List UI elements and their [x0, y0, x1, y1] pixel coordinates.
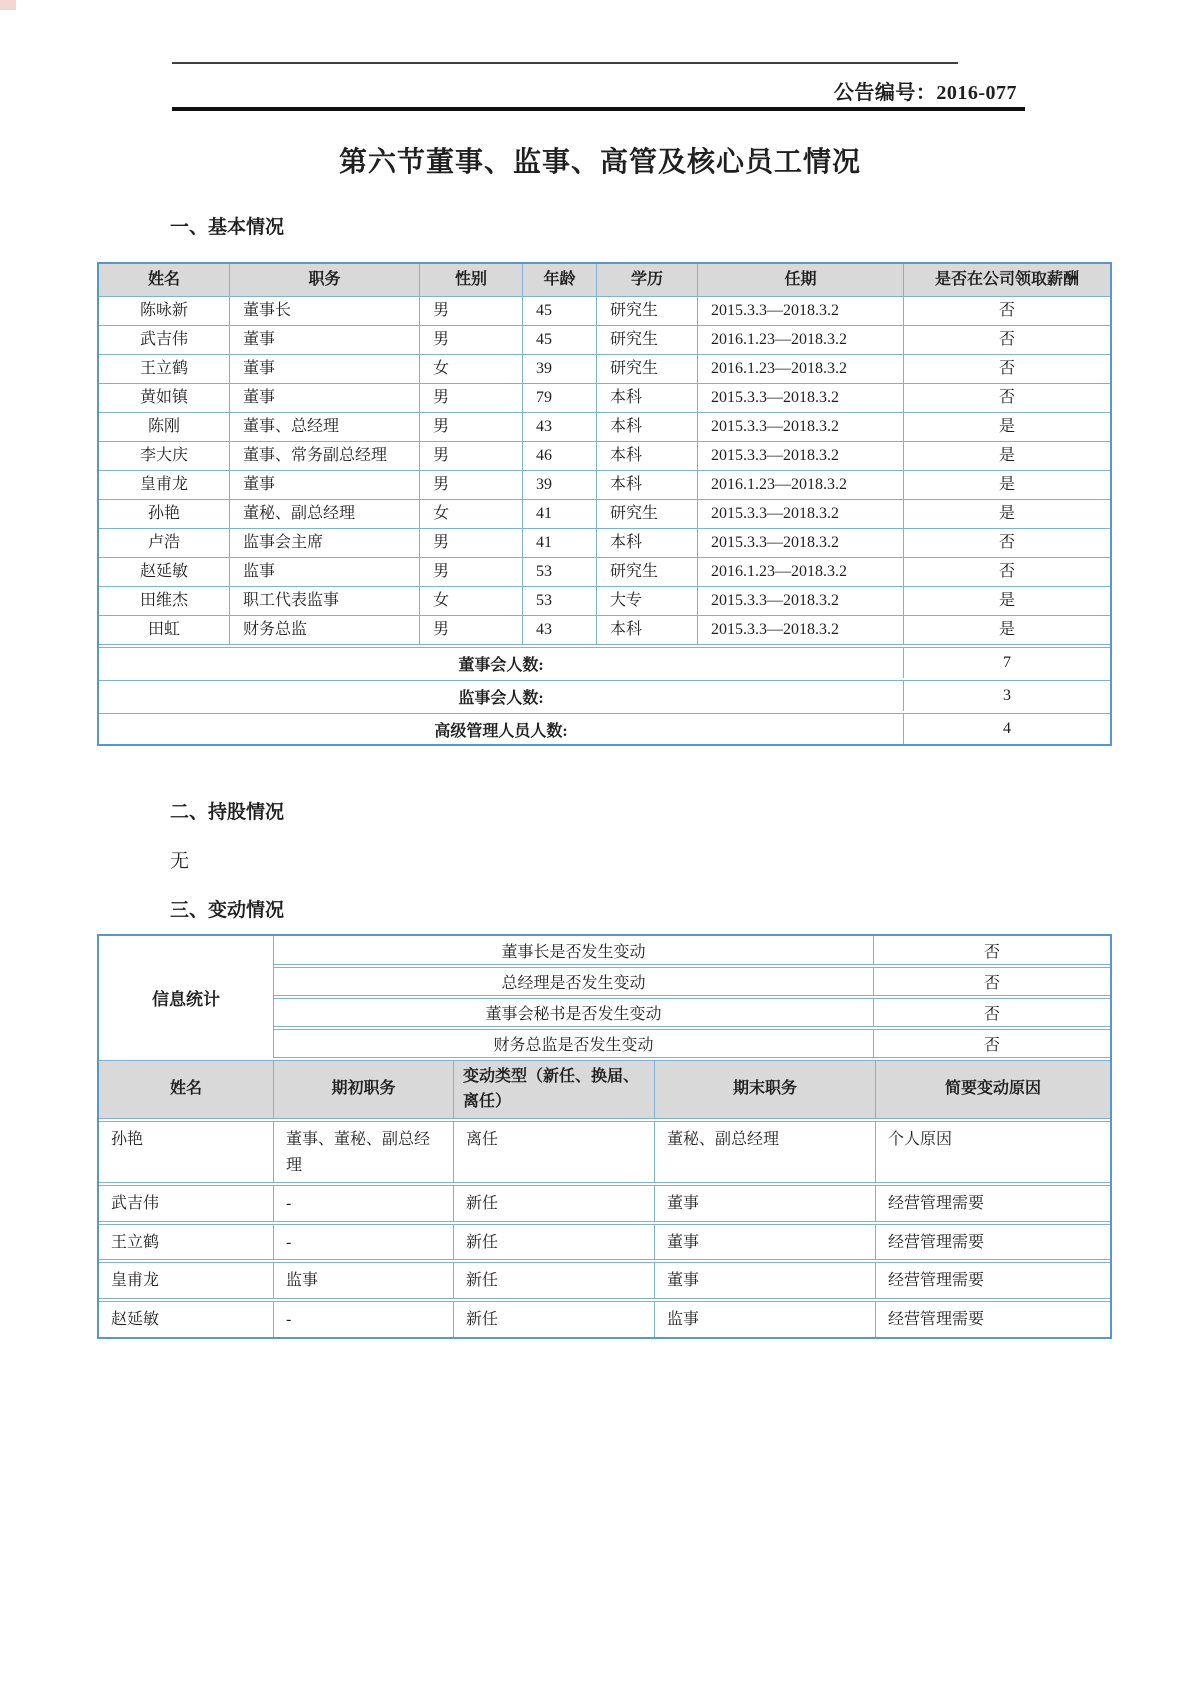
table-cell: 职工代表监事 [230, 587, 420, 616]
table-cell: 46 [523, 442, 597, 471]
table-cell: 经营管理需要 [875, 1302, 1110, 1337]
table-cell: 女 [420, 500, 523, 529]
basic-info-table [97, 262, 1112, 746]
col-header-name: 姓名 [169, 1080, 202, 1098]
table-cell: 否 [904, 529, 1110, 558]
table-cell: 研究生 [597, 355, 698, 384]
table-cell: 本科 [597, 442, 698, 471]
table-row [99, 1301, 1110, 1337]
table-cell: 黄如镇 [99, 384, 230, 413]
table-cell: 否 [904, 297, 1110, 326]
table-cell: 41 [523, 529, 597, 558]
basic-info-grid [99, 264, 1110, 645]
table-cell: 监事 [230, 558, 420, 587]
table-cell: 董事、董秘、副总经理 [273, 1122, 453, 1182]
table-cell: 本科 [597, 413, 698, 442]
section-heading-basic: 一、基本情况 [170, 217, 285, 238]
table-cell: 2015.3.3—2018.3.2 [698, 616, 904, 645]
table-cell: 赵延敏 [99, 558, 230, 587]
col-header-term: 任期 [698, 264, 904, 297]
table-cell: 79 [523, 384, 597, 413]
table-cell: 董事长 [230, 297, 420, 326]
table-cell: 2015.3.3—2018.3.2 [698, 587, 904, 616]
table-cell: 2016.1.23—2018.3.2 [698, 326, 904, 355]
changes-header-row [99, 1060, 1110, 1119]
table-cell: 董事 [654, 1263, 875, 1298]
col-header-age: 年龄 [523, 264, 597, 297]
table-cell: 离任 [453, 1122, 654, 1182]
table-cell: 财务总监 [230, 616, 420, 645]
table-cell: 2015.3.3—2018.3.2 [698, 384, 904, 413]
table-cell: 董事、总经理 [230, 413, 420, 442]
table-cell: 是 [904, 413, 1110, 442]
summary-value: 4 [1003, 720, 1011, 737]
info-statistics-block [99, 936, 1110, 1058]
table-cell: 田维杰 [99, 587, 230, 616]
table-cell: 男 [420, 384, 523, 413]
summary-row-board [99, 647, 1110, 678]
table-cell: 新任 [453, 1263, 654, 1298]
section-heading-changes: 三、变动情况 [170, 900, 285, 921]
table-cell: 43 [523, 616, 597, 645]
table-cell: 2015.3.3—2018.3.2 [698, 500, 904, 529]
stats-answer: 否 [873, 998, 1110, 1027]
section-heading-shareholding: 二、持股情况 [170, 802, 285, 823]
table-cell: 新任 [453, 1186, 654, 1221]
stats-answer: 否 [873, 1029, 1110, 1058]
table-cell: 2015.3.3—2018.3.2 [698, 413, 904, 442]
table-cell: 董事 [230, 355, 420, 384]
table-cell: 否 [904, 384, 1110, 413]
table-cell: - [273, 1186, 453, 1221]
changes-table [97, 934, 1112, 1339]
table-cell: 2015.3.3—2018.3.2 [698, 529, 904, 558]
table-cell: 是 [904, 471, 1110, 500]
table-cell: 卢浩 [99, 529, 230, 558]
table-cell: 男 [420, 529, 523, 558]
table-cell: 研究生 [597, 326, 698, 355]
table-cell: 研究生 [597, 500, 698, 529]
table-cell: 武吉伟 [111, 1195, 160, 1213]
table-cell: 2015.3.3—2018.3.2 [698, 297, 904, 326]
summary-value: 7 [1003, 654, 1011, 671]
table-cell: 王立鹤 [111, 1233, 160, 1251]
summary-label: 监事会人数: [99, 681, 904, 711]
table-cell: 39 [523, 471, 597, 500]
table-cell: 是 [904, 442, 1110, 471]
table-cell: 男 [420, 471, 523, 500]
stats-merged-cell: 信息统计 [99, 936, 274, 1058]
table-cell: 董事 [230, 471, 420, 500]
table-cell: 经营管理需要 [875, 1186, 1110, 1221]
table-row [99, 1262, 1110, 1299]
table-cell: 大专 [597, 587, 698, 616]
table-cell: 陈刚 [99, 413, 230, 442]
table-cell: 男 [420, 616, 523, 645]
table-cell: 个人原因 [875, 1122, 1110, 1182]
table-cell: 赵延敏 [111, 1310, 160, 1328]
table-cell: 男 [420, 297, 523, 326]
table-cell: 监事 [654, 1302, 875, 1337]
table-cell: 研究生 [597, 558, 698, 587]
summary-label: 高级管理人员人数: [99, 714, 904, 744]
table-cell: 43 [523, 413, 597, 442]
table-cell: 皇甫龙 [111, 1272, 160, 1290]
table-cell: 否 [904, 355, 1110, 384]
table-cell: - [273, 1225, 453, 1260]
page-corner-mark [0, 0, 16, 10]
table-row [99, 1224, 1110, 1261]
table-cell: 男 [420, 413, 523, 442]
stats-question: 董事会秘书是否发生变动 [274, 998, 873, 1027]
table-cell: - [273, 1302, 453, 1337]
table-cell: 是 [904, 587, 1110, 616]
table-cell: 董秘、副总经理 [230, 500, 420, 529]
table-cell: 经营管理需要 [875, 1263, 1110, 1298]
table-cell: 是 [904, 616, 1110, 645]
table-cell: 本科 [597, 616, 698, 645]
table-cell: 武吉伟 [99, 326, 230, 355]
table-cell: 董事 [230, 326, 420, 355]
table-row [99, 1185, 1110, 1222]
table-cell: 否 [904, 326, 1110, 355]
stats-question: 总经理是否发生变动 [274, 967, 873, 996]
table-cell: 董事 [654, 1225, 875, 1260]
table-row [99, 1121, 1110, 1183]
table-cell: 41 [523, 500, 597, 529]
table-cell: 2015.3.3—2018.3.2 [698, 442, 904, 471]
col-header-paid: 是否在公司领取薪酬 [904, 264, 1110, 297]
stats-answer: 否 [873, 936, 1110, 965]
table-cell: 是 [904, 500, 1110, 529]
table-cell: 本科 [597, 384, 698, 413]
col-header-change-type: 变动类型（新任、换届、离任） [453, 1061, 654, 1118]
table-cell: 2016.1.23—2018.3.2 [698, 355, 904, 384]
header-rule-thick [172, 107, 1025, 111]
stats-answer: 否 [873, 967, 1110, 996]
table-cell: 否 [904, 558, 1110, 587]
table-cell: 39 [523, 355, 597, 384]
summary-row-executives [99, 713, 1110, 744]
summary-row-supervisors [99, 680, 1110, 711]
summary-label: 董事会人数: [99, 648, 904, 678]
col-header-education: 学历 [597, 264, 698, 297]
summary-value: 3 [1003, 687, 1011, 704]
table-cell: 新任 [453, 1302, 654, 1337]
col-header-final-position: 期末职务 [654, 1061, 875, 1118]
col-header-name: 姓名 [99, 264, 230, 297]
table-cell: 董事 [654, 1186, 875, 1221]
table-cell: 新任 [453, 1225, 654, 1260]
col-header-reason: 简要变动原因 [875, 1061, 1110, 1118]
table-cell: 皇甫龙 [99, 471, 230, 500]
table-cell: 男 [420, 442, 523, 471]
table-cell: 田虹 [99, 616, 230, 645]
stats-question: 董事长是否发生变动 [274, 936, 873, 965]
table-cell: 董事、常务副总经理 [230, 442, 420, 471]
stats-question: 财务总监是否发生变动 [274, 1029, 873, 1058]
table-cell: 男 [420, 326, 523, 355]
table-cell: 李大庆 [99, 442, 230, 471]
table-cell: 董秘、副总经理 [654, 1122, 875, 1182]
table-cell: 2016.1.23—2018.3.2 [698, 558, 904, 587]
col-header-position: 职务 [230, 264, 420, 297]
announcement-number: 公告编号：2016-077 [833, 82, 1017, 104]
table-cell: 45 [523, 326, 597, 355]
table-cell: 45 [523, 297, 597, 326]
shareholding-none: 无 [170, 851, 190, 872]
col-header-initial-position: 期初职务 [273, 1061, 453, 1118]
table-cell: 男 [420, 558, 523, 587]
table-cell: 孙艳 [111, 1131, 144, 1148]
table-cell: 监事 [273, 1263, 453, 1298]
table-cell: 陈咏新 [99, 297, 230, 326]
table-cell: 监事会主席 [230, 529, 420, 558]
page-title: 第六节董事、监事、高管及核心员工情况 [338, 147, 861, 178]
table-cell: 本科 [597, 471, 698, 500]
header-rule-thin [172, 62, 958, 64]
table-cell: 本科 [597, 529, 698, 558]
table-cell: 53 [523, 587, 597, 616]
table-cell: 经营管理需要 [875, 1225, 1110, 1260]
table-cell: 研究生 [597, 297, 698, 326]
table-cell: 2016.1.23—2018.3.2 [698, 471, 904, 500]
table-cell: 53 [523, 558, 597, 587]
table-cell: 女 [420, 587, 523, 616]
table-cell: 王立鹤 [99, 355, 230, 384]
table-cell: 董事 [230, 384, 420, 413]
col-header-gender: 性别 [420, 264, 523, 297]
table-cell: 女 [420, 355, 523, 384]
table-cell: 孙艳 [99, 500, 230, 529]
